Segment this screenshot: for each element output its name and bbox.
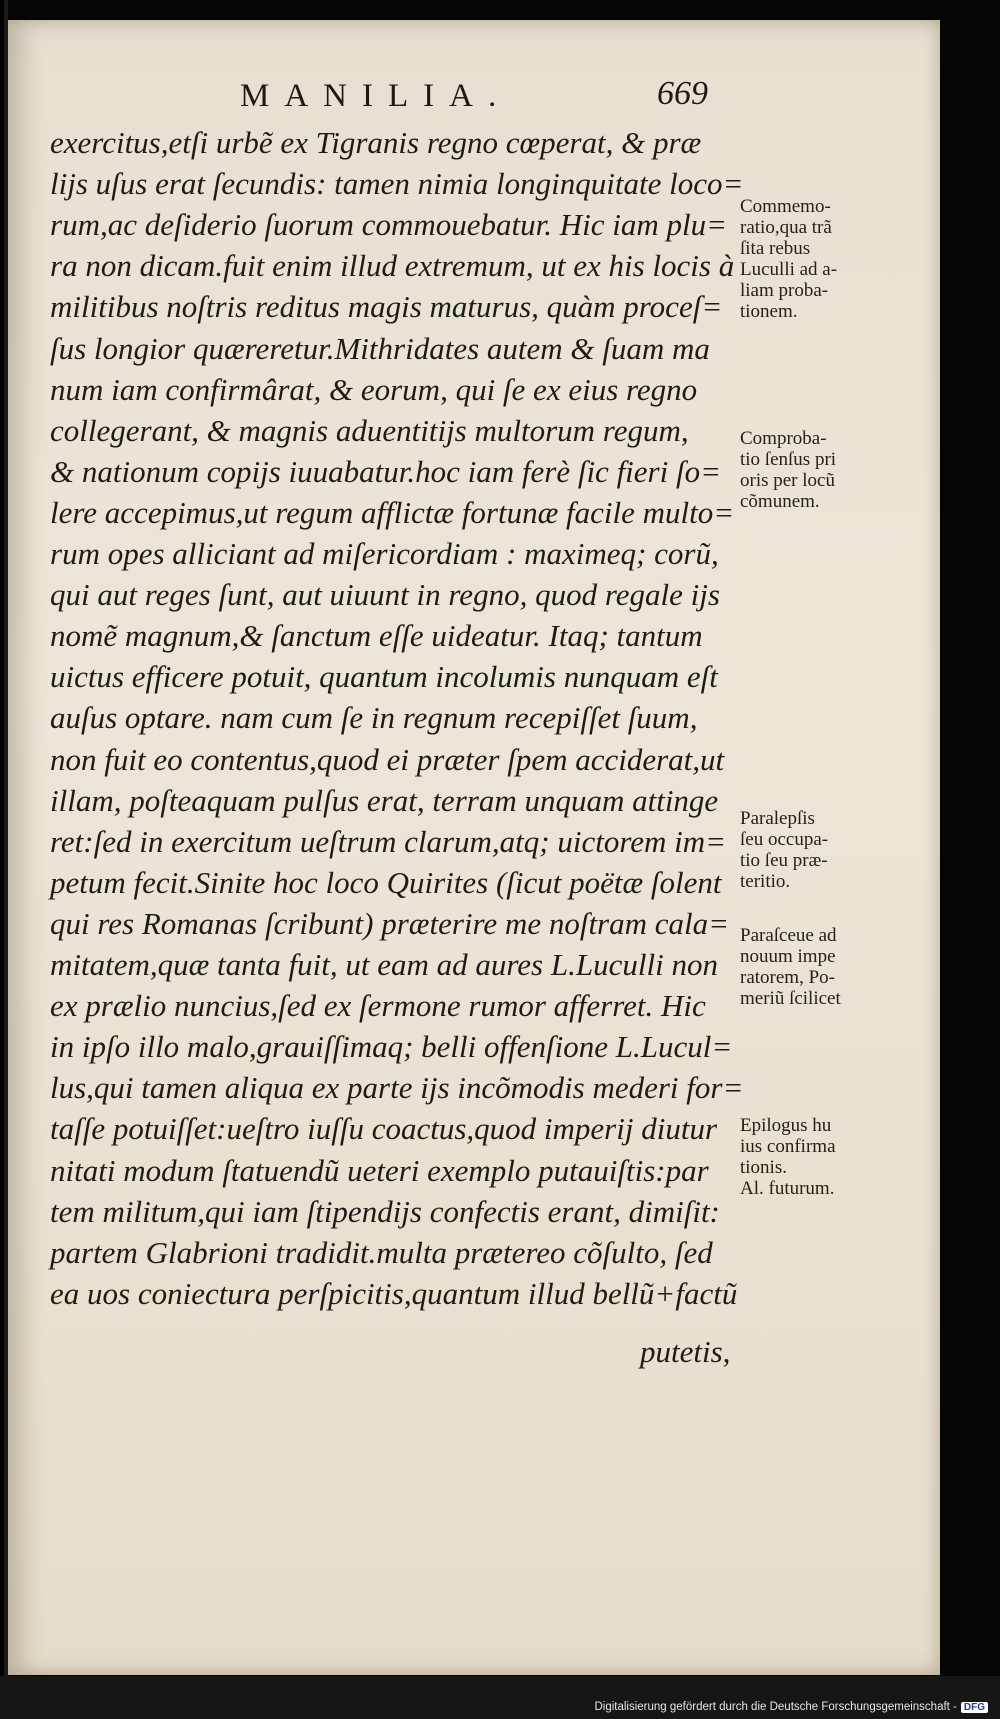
text-line: qui aut reges ſunt, aut uiuunt in regno, quod regale ijs — [50, 577, 720, 613]
marginal-note-line: Commemo- — [740, 196, 831, 217]
running-head: MANILIA. — [240, 78, 512, 114]
text-line: ex prælio nuncius,ſed ex ſermone rumor afferret. Hic — [50, 988, 706, 1024]
text-line: militibus noſtris reditus magis maturus, quàm proceſ= — [50, 289, 723, 325]
marginal-note-line: meriũ ſcilicet — [740, 988, 841, 1009]
text-line: qui res Romanas ſcribunt) præterire me noſtram cala= — [50, 905, 730, 941]
text-line: in ipſo illo malo,grauiſſimaq; belli offenſione L.Lucul= — [50, 1029, 733, 1065]
text-line: nitati modum ſtatuendũ ueteri exemplo putauiſtis:par — [50, 1152, 709, 1188]
marginal-note-line: Al. futurum. — [740, 1178, 835, 1199]
text-line: ra non dicam.fuit enim illud extremum, ut ex his locis à — [50, 248, 735, 284]
marginal-note-line: Epilogus hu — [740, 1115, 832, 1136]
text-line: rum,ac deſiderio ſuorum commouebatur. Hic iam plu= — [50, 207, 728, 243]
text-line: partem Glabrioni tradidit.multa prætereo cõſulto, ſed — [50, 1234, 713, 1270]
text-line: exercitus,etſi urbẽ ex Tigranis regno cœperat, & præ — [50, 125, 702, 160]
text-line: lijs uſus erat ſecundis: tamen nimia longinquitate loco= — [50, 166, 744, 202]
marginal-note-line: liam proba- — [740, 280, 829, 301]
text-line: taſſe potuiſſet:ueſtro iuſſu coactus,quod imperij diutur — [50, 1111, 718, 1147]
text-line: ret:ſed in exercitum ueſtrum clarum,atq; uictorem im= — [50, 823, 727, 859]
text-line: collegerant, & magnis aduentitijs multorum regum, — [50, 412, 689, 448]
marginal-note-line: tio ſeu præ- — [740, 850, 828, 871]
marginal-note-line: ſeu occupa- — [740, 829, 829, 850]
text-line: tem militum,qui iam ſtipendijs confectis erant, dimiſit: — [50, 1193, 720, 1229]
marginal-note-line: ius confirma — [740, 1136, 836, 1157]
marginal-note — [740, 1115, 930, 1199]
marginal-note — [740, 428, 930, 512]
text-line: illam, poſteaquam pulſus erat, terram unquam attinge — [50, 782, 719, 818]
text-line: rum opes alliciant ad miſericordiam : maximeq; corũ, — [50, 536, 719, 571]
marginal-note — [740, 808, 930, 892]
marginal-note-line: tionem. — [740, 301, 798, 322]
marginal-note — [740, 925, 930, 1009]
marginal-note-line: cõmunem. — [740, 491, 820, 512]
marginal-note-line: Paralepſis — [740, 808, 815, 829]
marginal-note-line: oris per locũ — [740, 470, 835, 491]
marginal-note-line: tionis. — [740, 1157, 787, 1178]
text-line: non fuit eo contentus,quod ei præter ſpem acciderat,ut — [50, 741, 725, 777]
marginal-note-line: ratio,qua trã — [740, 217, 832, 238]
marginal-note-line: Luculli ad a- — [740, 259, 838, 280]
text-line: mitatem,quæ tanta fuit, ut eam ad aures L.Luculli non — [50, 947, 718, 982]
marginal-note-line: ratorem, Po- — [740, 967, 835, 988]
text-line: nomẽ magnum,& ſanctum eſſe uideatur. Itaq; tantum — [50, 618, 703, 654]
text-line: uictus efficere potuit, quantum incolumis nunquam eſt — [50, 659, 718, 695]
text-line: & nationum copijs iuuabatur.hoc iam ferè ſic fieri ſo= — [50, 453, 722, 489]
marginal-note-line: teritio. — [740, 871, 791, 892]
marginal-note — [740, 196, 930, 322]
text-line: num iam confirmârat, & eorum, qui ſe ex eius regno — [50, 371, 698, 407]
text-line: petum fecit.Sinite hoc loco Quirites (ſicut poëtæ ſolent — [50, 864, 722, 900]
catchword: putetis, — [640, 1334, 731, 1369]
dfg-logo: DFG — [961, 1702, 988, 1713]
text-line: auſus optare. nam cum ſe in regnum recepiſſet ſuum, — [50, 700, 698, 736]
digitization-credit — [594, 1701, 988, 1713]
marginal-note-line: Paraſceue ad — [740, 925, 837, 946]
text-line: lus,qui tamen aliqua ex parte ijs incõmodis mederi for= — [50, 1070, 744, 1106]
text-line: lere accepimus,ut regum afflictæ fortunæ facile multo= — [50, 494, 735, 530]
page-number: 669 — [657, 75, 708, 112]
credit-text: Digitalisierung gefördert durch die Deutsche Forschungsgemeinschaft - — [594, 1701, 957, 1713]
marginal-note-line: ſita rebus — [740, 238, 811, 259]
marginal-note-line: tio ſenſus pri — [740, 449, 837, 470]
text-line: ea uos coniectura perſpicitis,quantum illud bellũ+factũ — [50, 1275, 738, 1311]
text-line: ſus longior quæreretur.Mithridates autem & ſuam ma — [50, 330, 710, 366]
marginal-note-line: Comproba- — [740, 428, 827, 449]
marginal-note-line: nouum impe — [740, 946, 836, 967]
